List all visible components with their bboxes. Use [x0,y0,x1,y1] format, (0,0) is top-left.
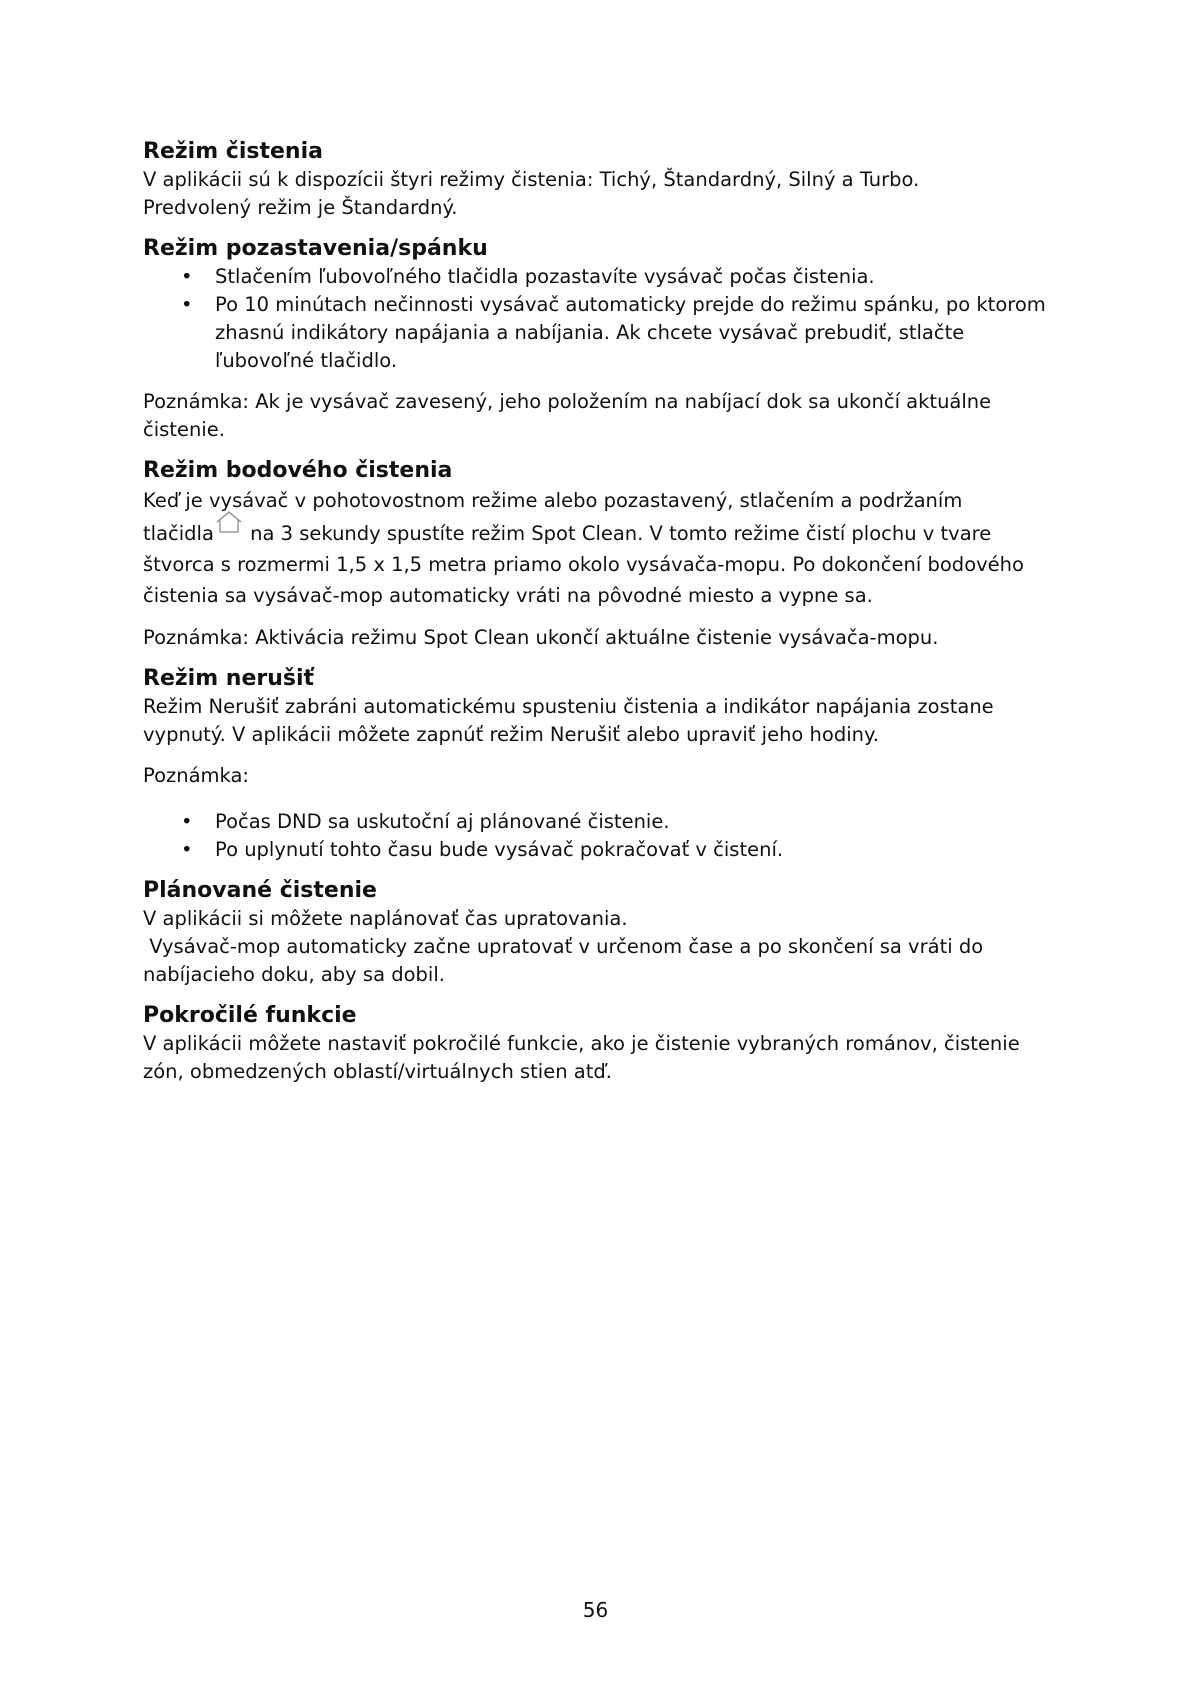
bullet-marker: • [181,838,193,861]
section-heading: Režim bodového čistenia [143,458,453,483]
paragraph: V aplikácii si môžete naplánovať čas upratovania. Vysávač-mop automaticky začne upratovať v určenom čase a po skončení sa vráti do nabíjacieho doku, aby sa dobil. [143,907,990,986]
list-item: • Počas DND sa uskutoční aj plánované čistenie. [215,808,1063,836]
section-heading: Pokročilé funkcie [143,1003,357,1028]
section-cleaning-mode [143,138,1063,222]
bullet-marker: • [181,810,193,833]
paragraph: V aplikácii môžete nastaviť pokročilé funkcie, ako je čistenie vybraných románov, čistenie zón, obmedzených oblastí/virtuálnych stien atď. [143,1032,1020,1083]
list-item: • Stlačením ľubovoľného tlačidla pozastavíte vysávač počas čistenia. [215,263,1063,291]
list-item: • Po uplynutí tohto času bude vysávač pokračovať v čistení. [215,836,1063,864]
bullet-list [143,808,1063,864]
paragraph: V aplikácii sú k dispozícii štyri režimy čistenia: Tichý, Štandardný, Silný a Turbo. Predvolený režim je Štandardný. [143,168,920,219]
note: Poznámka: Ak je vysávač zavesený, jeho položením na nabíjací dok sa ukončí aktuálne čistenie. [143,390,992,441]
section-heading: Plánované čistenie [143,878,377,903]
section-scheduled-cleaning [143,877,1063,989]
document-page [143,138,1063,1099]
bullet-list [143,263,1063,375]
section-advanced-features [143,1002,1063,1086]
note: Poznámka: Aktivácia režimu Spot Clean ukončí aktuálne čistenie vysávača-mopu. [143,626,939,649]
list-item: • Po 10 minútach nečinnosti vysávač automaticky prejde do režimu spánku, po ktorom zhasnú indikátory napájania a nabíjania. Ak chcete vysávač prebudiť, stlačte ľubovoľné tlačidlo. [181,293,1046,372]
note: Poznámka: [143,764,250,787]
paragraph: Keď je vysávač v pohotovostnom režime alebo pozastavený, stlačením a podržaním tlačidla na 3 sekundy spustíte režim Spot Clean. V tomto režime čistí plochu v tvare štvorca s rozmermi 1,5 x 1,5 metra priamo okolo vysávača-mopu. Po dokončení bodového čistenia sa vysávač-mop automaticky vráti na pôvodné miesto a vypne sa. [143,489,1024,607]
paragraph: Režim Nerušiť zabráni automatickému spusteniu čistenia a indikátor napájania zostane vypnutý. V aplikácii môžete zapnúť režim Nerušiť alebo upraviť jeho hodiny. [143,695,994,746]
section-heading: Režim nerušiť [143,666,315,691]
bullet-marker: • [181,293,193,316]
section-heading: Režim čistenia [143,139,323,164]
home-icon [214,510,244,536]
section-spot-cleaning [143,457,1063,611]
page-number: 56 [582,1598,609,1622]
section-do-not-disturb [143,665,1063,749]
bullet-marker: • [181,265,193,288]
section-heading: Režim pozastavenia/spánku [143,236,488,261]
section-pause-sleep-mode [143,235,1063,375]
